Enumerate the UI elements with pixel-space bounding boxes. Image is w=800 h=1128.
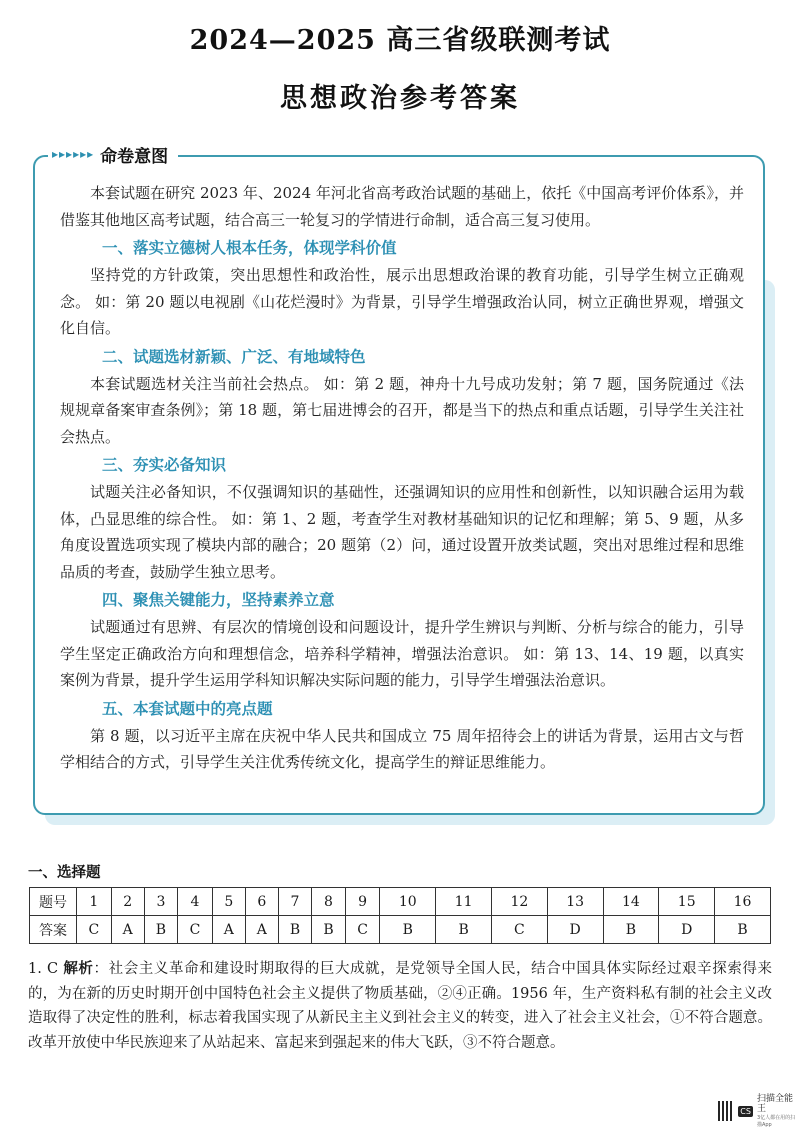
question-number-cell: 1 [77,888,112,916]
question-number-cell: 7 [278,888,311,916]
answer-cell: B [278,916,311,944]
qr-code-icon [718,1101,734,1121]
intro-heading-label: 命卷意图 [100,146,169,167]
section-text-3: 试题关注必备知识，不仅强调知识的基础性，还强调知识的应用性和创新性，以知识融合运用为载体，凸显思维的综合性。 如：第 1、2 题，考查学生对教材基础知识的记忆和理解；第 5、9 题，从多角度设置选项实现了模块内部的融合；20 题第（2）问，通过设置开放类试题，突出对思维过程和思维品质的考查，鼓励学生独立思考。 [60,483,744,581]
watermark-app-name: 扫描全能王 [756,1094,793,1114]
answer-table [29,887,771,944]
question-number-cell: 16 [715,888,771,916]
scanner-watermark [718,1094,800,1128]
intro-content [60,180,744,776]
section-heading-1: 一、落实立德树人根本任务，体现学科价值 [102,239,397,257]
answer-cell: C [491,916,547,944]
question-number-cell: 11 [436,888,492,916]
explanation-label: 解析 [63,961,94,977]
section-text-2: 本套试题选材关注当前社会热点。 如：第 2 题，神舟十九号成功发射；第 7 题，国务院通过《法规规章备案审查条例》；第 18 题，第七届进博会的召开，都是当下的热点和重点话题，引导学生关注社会热点。 [60,374,744,446]
question-number-cell: 8 [312,888,345,916]
answer-cell: B [380,916,436,944]
question-number-cell: 6 [245,888,278,916]
explanation-item: 1. C [28,961,59,977]
question-number-cell: 15 [659,888,715,916]
section-heading-3: 三、夯实必备知识 [102,456,227,474]
question-number-row [30,888,771,916]
question-number-cell: 12 [491,888,547,916]
question-number-cell: 9 [345,888,380,916]
answer-cell: B [715,916,771,944]
answer-cell: B [603,916,659,944]
answer-cell: C [178,916,213,944]
section-text-1: 坚持党的方针政策，突出思想性和政治性，展示出思想政治课的教育功能，引导学生树立正确观念。 如：第 20 题以电视剧《山花烂漫时》为背景，引导学生增强政治认同，树立正确世界观，增强文化自信。 [60,266,744,337]
answer-key-title: 思想政治参考答案 [280,83,520,114]
answer-cell: B [144,916,177,944]
answer-row [30,916,771,944]
cs-logo-icon: CS [740,1106,751,1116]
answer-cell: B [436,916,492,944]
explanation-text: ：社会主义革命和建设时期取得的巨大成就，是党领导全国人民，结合中国具体实际经过艰辛探索得来的，为在新的历史时期开创中国特色社会主义提供了物质基础，②④正确。1956 年，生产资料私有制的社会主义改造取得了决定性的胜利，标志着我国实现了从新民主主义到社会主义的转变，进入了社会主义社会，①不符合题意。改革开放使中华民族迎来了从站起来、富起来到强起来的伟大飞跃，③不符合题意。 [28,961,773,1051]
row-label-answer: 答案 [30,916,77,944]
intro-heading [48,141,178,167]
question-number-cell: 4 [178,888,213,916]
row-label-number: 题号 [30,888,77,916]
question-number-cell: 10 [380,888,436,916]
exam-title: 2024—2025 高三省级联测考试 [189,25,611,56]
answer-cell: A [245,916,278,944]
answer-cell: B [312,916,345,944]
section-heading-5: 五、本套试题中的亮点题 [102,699,273,718]
question-number-cell: 13 [547,888,603,916]
answer-cell: C [345,916,380,944]
section-heading-2: 二、试题选材新颖、广泛、有地域特色 [102,347,366,366]
intro-paragraph: 本套试题在研究 2023 年、2024 年河北省高考政治试题的基础上，依托《中国高考评价体系》，并借鉴其他地区高考试题，结合高三一轮复习的学情进行命制，适合高三复习使用。 [60,184,744,229]
multiple-choice-heading: 一、选择题 [28,865,101,881]
section-text-4: 试题通过有思辨、有层次的情境创设和问题设计，提升学生辨识与判断、分析与综合的能力，引导学生坚定正确政治方向和理想信念，培养科学精神，增强法治意识。 如：第 13、14、19 题，以真实案例为背景，提升学生运用学科知识解决实际问题的能力，引导学生增强法治意识。 [60,618,744,689]
answer-cell: A [212,916,245,944]
explanation-1 [28,957,772,1055]
question-number-cell: 5 [212,888,245,916]
section-text-5: 第 8 题，以习近平主席在庆祝中华人民共和国成立 75 周年招待会上的讲话为背景，运用古文与哲学相结合的方式，引导学生关注优秀传统文化，提高学生的辩证思维能力。 [60,726,744,771]
answer-cell: D [659,916,715,944]
answer-cell: D [547,916,603,944]
watermark-tagline: 3亿人都在用的扫描App [756,1115,796,1128]
watermark-text [757,1094,800,1128]
question-number-cell: 3 [144,888,177,916]
section-heading-4: 四、聚焦关键能力，坚持素养立意 [102,591,335,609]
question-number-cell: 2 [111,888,144,916]
answer-cell: A [111,916,144,944]
question-number-cell: 14 [603,888,659,916]
answer-cell: C [77,916,112,944]
arrow-icon: ▸▸▸▸▸▸ [52,147,95,161]
